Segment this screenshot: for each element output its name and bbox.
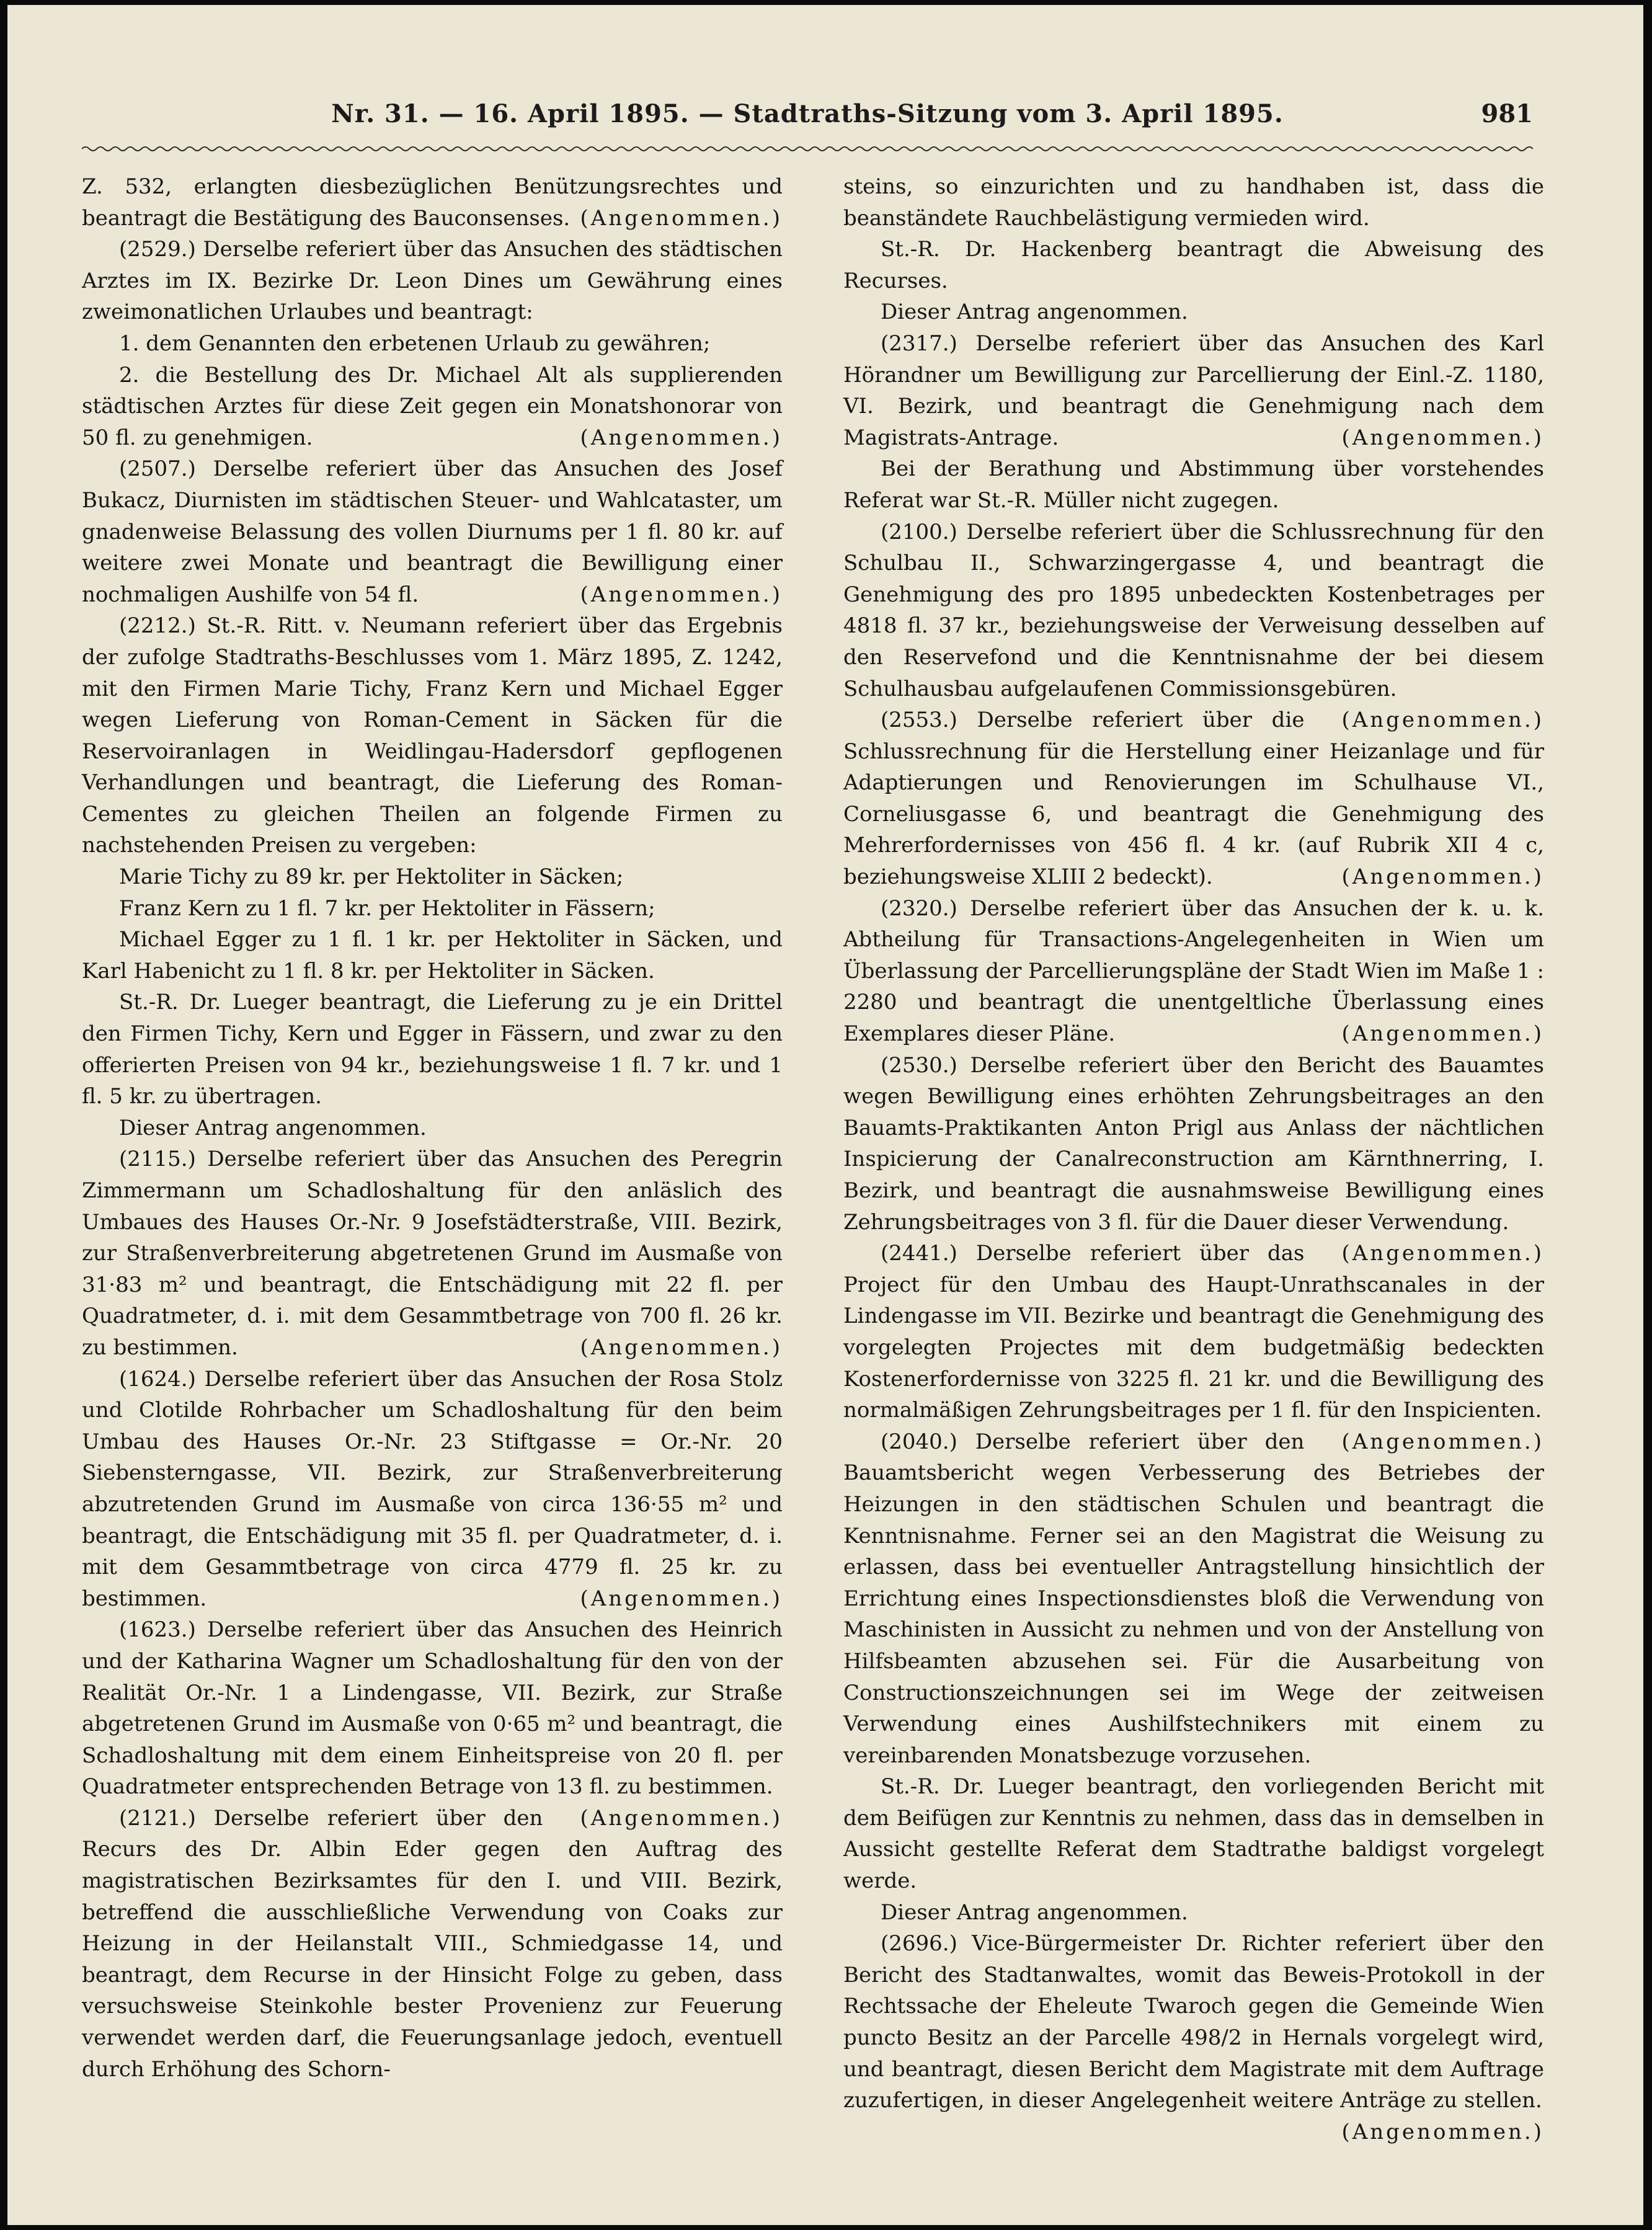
paragraph: (2553.) Derselbe referiert über die Schlussrechnung für die Herstellung einer Heizanlage und für Adaptierungen und Renovierungen im Schulhause VI., Corneliusgasse 6, und beantragt die Genehmigung des Mehrerfordernisses von 456 fl. 4 kr. (auf Rubrik XII 4 c, beziehungsweise XLIII 2 bedeckt). (Angenommen.) [843, 704, 1544, 893]
paragraph: St.-R. Dr. Hackenberg beantragt die Abweisung des Recurses. [843, 237, 1544, 293]
paragraph: (2317.) Derselbe referiert über das Ansuchen des Karl Hörandner um Bewilligung zur Parcellierung der Einl.-Z. 1180, VI. Bezirk, und beantragt die Genehmigung nach dem Magistrats-Antrage. (Angenommen.) [843, 328, 1544, 453]
newspaper-page [7, 5, 1643, 2225]
right-column [843, 171, 1544, 2148]
paragraph: Michael Egger zu 1 fl. 1 kr. per Hektoliter in Säcken, und Karl Habenicht zu 1 fl. 8 kr. per Hektoliter in Säcken. [82, 927, 783, 984]
wavy-header-rule [82, 145, 1533, 153]
paragraph: steins, so einzurichten und zu handhaben ist, dass die beanständete Rauchbelästigung vermieden wird. [843, 174, 1544, 231]
status-annotation: (Angenommen.) [1341, 425, 1544, 450]
paragraph: Z. 532, erlangten diesbezüglichen Benützungsrechtes und beantragt die Bestätigung des Bauconsenses. (Angenommen.) [82, 171, 783, 234]
paragraph: (2696.) Vice-Bürgermeister Dr. Richter referiert über den Bericht des Stadtanwaltes, womit das Beweis-Protokoll in der Rechtssache der Eheleute Twaroch gegen die Gemeinde Wien puncto Besitz an der Parcelle 498/2 in Hernals vorgelegt wird, und beantragt, diesen Bericht dem Magistrate mit dem Auftrage zuzufertigen, in dieser Angelegenheit weitere Anträge zu stellen. (Angenommen.) [843, 1928, 1544, 2117]
status-annotation: (Angenommen.) [580, 582, 783, 607]
paragraph: (1624.) Derselbe referiert über das Ansuchen der Rosa Stolz und Clotilde Rohrbacher um Schadloshaltung für den beim Umbau des Hauses Or.-Nr. 23 Stiftgasse = Or.-Nr. 20 Siebensterngasse, VII. Bezirk, zur Straßenverbreiterung abzutretenden Grund im Ausmaße von circa 136·55 m² und beantragt, die Entschädigung mit 35 fl. per Quadratmeter, d. i. mit dem Gesammtbetrage von circa 4779 fl. 25 kr. zu bestimmen. (Angenommen.) [82, 1364, 783, 1615]
paragraph: Franz Kern zu 1 fl. 7 kr. per Hektoliter in Fässern; [119, 895, 655, 921]
paragraph: (1623.) Derselbe referiert über das Ansuchen des Heinrich und der Katharina Wagner um Schadloshaltung für den von der Realität Or.-Nr. 1 a Lindengasse, VII. Bezirk, zur Straße abgetretenen Grund im Ausmaße von 0·65 m² und beantragt, die Schadloshaltung mit dem einem Einheitspreise von 20 fl. per Quadratmeter entsprechenden Betrage von 13 fl. zu bestimmen. (Angenommen.) [82, 1614, 783, 1803]
paragraph: 1. dem Genannten den erbetenen Urlaub zu gewähren; [119, 331, 711, 356]
paragraph: (2115.) Derselbe referiert über das Ansuchen des Peregrin Zimmermann um Schadloshaltung für den anläslich des Umbaues des Hauses Or.-Nr. 9 Josefstädterstraße, VIII. Bezirk, zur Straßenverbreiterung abgetretenen Grund im Ausmaße von 31·83 m² und beantragt, die Entschädigung mit 22 fl. per Quadratmeter, d. i. mit dem Gesammtbetrage von 700 fl. 26 kr. zu bestimmen. (Angenommen.) [82, 1144, 783, 1363]
page-header [82, 87, 1533, 136]
paragraph: (2530.) Derselbe referiert über den Bericht des Bauamtes wegen Bewilligung eines erhöhten Zehrungsbeitrages an den Bauamts-Praktikanten Anton Prigl aus Anlass der nächtlichen Inspicierung der Canalreconstruction am Kärnthnerring, I. Bezirk, und beantragt die ausnahmsweise Bewilligung eines Zehrungsbeitrages von 3 fl. für die Dauer dieser Verwendung. (Angenommen.) [843, 1050, 1544, 1238]
paragraph: Marie Tichy zu 89 kr. per Hektoliter in Säcken; [119, 864, 624, 890]
paragraph: (2212.) St.-R. Ritt. v. Neumann referiert über das Ergebnis der zufolge Stadtraths-Beschlusses vom 1. März 1895, Z. 1242, mit den Firmen Marie Tichy, Franz Kern und Michael Egger wegen Lieferung von Roman-Cement in Säcken für die Reservoiranlagen in Weidlingau-Hadersdorf gepflogenen Verhandlungen und beantragt, die Lieferung des Roman-Cementes zu gleichen Theilen an folgende Firmen zu nachstehenden Preisen zu vergeben: [82, 613, 783, 858]
paragraph: Dieser Antrag angenommen. [881, 1899, 1188, 1925]
status-annotation: (Angenommen.) [580, 425, 783, 450]
status-annotation: (Angenommen.) [580, 1805, 783, 1831]
header-title: Nr. 31. — 16. April 1895. — Stadtraths-Sitzung vom 3. April 1895. [331, 99, 1284, 128]
paragraph: 2. die Bestellung des Dr. Michael Alt als supplierenden städtischen Arztes für diese Zeit gegen ein Monatshonorar von 50 fl. zu genehmigen. (Angenommen.) [82, 360, 783, 454]
paragraph: Dieser Antrag angenommen. [881, 300, 1188, 325]
paragraph: (2121.) Derselbe referiert über den Recurs des Dr. Albin Eder gegen den Auftrag des magistratischen Bezirksamtes für den I. und VIII. Bezirk, betreffend die ausschließliche Verwendung von Coaks zur Heizung in der Heilanstalt VIII., Schmiedgasse 14, und beantragt, dem Recurse in der Hinsicht Folge zu geben, dass versuchsweise Steinkohle bester Provenienz zur Feuerung verwendet werden darf, die Feuerungsanlage jedoch, eventuell durch Erhöhung des Schorn- [82, 1805, 783, 2082]
status-annotation: (Angenommen.) [580, 205, 783, 231]
paragraph: (2040.) Derselbe referiert über den Bauamtsbericht wegen Verbesserung des Betriebes der Heizungen in den städtischen Schulen und beantragt die Kenntnisnahme. Ferner sei an den Magistrat die Weisung zu erlassen, dass bei eventueller Antragstellung hinsichtlich der Errichtung eines Inspectionsdienstes bloß die Verwendung von Maschinisten in Aussicht zu nehmen und von der Anstellung von Hilfsbeamten abzusehen sei. Für die Ausarbeitung von Constructionszeichnungen sei im Wege der zeitweisen Verwendung eines Aushilfstechnikers mit einem zu vereinbarenden Monatsbezuge vorzusehen. [843, 1429, 1544, 1768]
page-number: 981 [1481, 99, 1533, 128]
paragraph: (2100.) Derselbe referiert über die Schlussrechnung für den Schulbau II., Schwarzingergasse 4, und beantragt die Genehmigung des pro 1895 unbedeckten Kostenbetrages per 4818 fl. 37 kr., beziehungsweise der Verweisung desselben auf den Reservefond und die Kenntnisnahme der bei diesem Schulhausbau aufgelaufenen Commissionsgebüren. (Angenommen.) [843, 517, 1544, 705]
paragraph: Dieser Antrag angenommen. [119, 1115, 427, 1140]
paragraph: (2320.) Derselbe referiert über das Ansuchen der k. u. k. Abtheilung für Transactions-Angelegenheiten in Wien um Überlassung der Parcellierungspläne der Stadt Wien im Maße 1 : 2280 und beantragt die unentgeltliche Überlassung eines Exemplares dieser Pläne. (Angenommen.) [843, 893, 1544, 1050]
status-annotation: (Angenommen.) [580, 1335, 783, 1360]
paragraph: (2441.) Derselbe referiert über das Project für den Umbau des Haupt-Unrathscanales in der Lindengasse im VII. Bezirke und beantragt die Genehmigung des vorgelegten Projectes mit dem budgetmäßig bedeckten Kostenerfordernisse von 3225 fl. 21 kr. und die Bewilligung des normalmäßigen Zehrungsbeitrages per 1 fl. für den Inspicienten. (Angenommen.) [843, 1238, 1544, 1426]
status-annotation: (Angenommen.) [1341, 2119, 1544, 2144]
paragraph: St.-R. Dr. Lueger beantragt, die Lieferung zu je ein Drittel den Firmen Tichy, Kern und Egger in Fässern, und zwar zu den offerierten Preisen von 94 kr., beziehungsweise 1 fl. 7 kr. und 1 fl. 5 kr. zu übertragen. [82, 990, 783, 1109]
paragraph: St.-R. Dr. Lueger beantragt, den vorliegenden Bericht mit dem Beifügen zur Kenntnis zu nehmen, dass das in demselben in Aussicht gestellte Referat dem Stadtrathe baldigst vorgelegt werde. [843, 1774, 1544, 1894]
left-column [82, 171, 783, 2085]
status-annotation: (Angenommen.) [1341, 708, 1544, 733]
status-annotation: (Angenommen.) [580, 1586, 783, 1611]
status-annotation: (Angenommen.) [1341, 1429, 1544, 1454]
paragraph: Bei der Berathung und Abstimmung über vorstehendes Referat war St.-R. Müller nicht zugegen. [843, 456, 1544, 513]
status-annotation: (Angenommen.) [1341, 1021, 1544, 1047]
status-annotation: (Angenommen.) [1341, 1241, 1544, 1266]
paragraph: (2529.) Derselbe referiert über das Ansuchen des städtischen Arztes im IX. Bezirke Dr. Leon Dines um Gewährung eines zweimonatlichen Urlaubes und beantragt: [82, 237, 783, 325]
status-annotation: (Angenommen.) [1341, 864, 1544, 890]
paragraph: (2507.) Derselbe referiert über das Ansuchen des Josef Bukacz, Diurnisten im städtischen Steuer- und Wahlcataster, um gnadenweise Belassung des vollen Diurnums per 1 fl. 80 kr. auf weitere zwei Monate und beantragt die Bewilligung einer nochmaligen Aushilfe von 54 fl. (Angenommen.) [82, 453, 783, 610]
